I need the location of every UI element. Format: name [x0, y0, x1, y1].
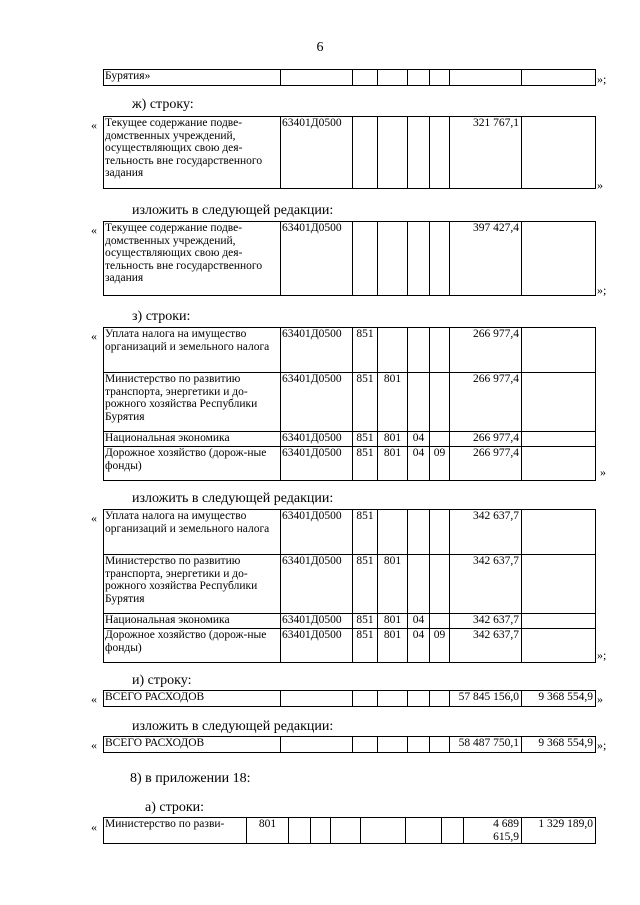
cell-c3 [408, 373, 430, 432]
cell-name: Национальная экономика [104, 432, 281, 447]
cell-name: Уплата налога на имущество организаций и земельного налога [104, 510, 281, 555]
cell-c2: 801 [378, 447, 408, 481]
cell-c2: 801 [378, 555, 408, 614]
heading-g: ж) строку: [132, 97, 194, 112]
cell-code: 63401Д0500 [281, 614, 353, 629]
open-quote: « [91, 738, 97, 752]
cell-sum: 321 767,1 [450, 117, 522, 189]
table-z-new [103, 509, 596, 663]
cell-sum2: 1 329 189,0 [522, 818, 596, 844]
page-number: 6 [316, 40, 324, 55]
cell-c4 [430, 373, 450, 432]
close-quote: »; [597, 648, 607, 662]
cell-empty [522, 555, 596, 614]
cell-c3: 04 [408, 629, 430, 663]
table-row [104, 373, 596, 432]
close-quote: »; [597, 72, 607, 86]
cell-name: Текущее содержание подве-домственных учреждений, осуществляющих свою дея-тельность вне государственного задания [104, 222, 281, 296]
cell-c2 [378, 328, 408, 373]
cell-empty [522, 373, 596, 432]
cell-c3 [408, 510, 430, 555]
table-row [104, 432, 596, 447]
cell-code: 63401Д0500 [281, 447, 353, 481]
cell-empty [522, 432, 596, 447]
cell-sum1: 57 845 156,0 [450, 691, 522, 707]
cell-c4: 09 [430, 447, 450, 481]
cell-name: ВСЕГО РАСХОДОВ [104, 737, 281, 753]
cell-code: 63401Д0500 [281, 328, 353, 373]
cell-c1: 851 [353, 629, 378, 663]
cell-empty [522, 510, 596, 555]
cell-c4 [430, 328, 450, 373]
cell-sum1: 4 689 615,9 [464, 818, 522, 844]
table-i-new [103, 736, 596, 753]
table-row [104, 447, 596, 481]
table-top-row [103, 69, 596, 86]
cell-name: Бурятия» [104, 70, 281, 86]
heading-p8a: а) строки: [145, 800, 205, 815]
cell-code: 63401Д0500 [281, 510, 353, 555]
cell-sum: 342 637,7 [450, 510, 522, 555]
cell-c4 [430, 432, 450, 447]
cell-code: 63401Д0500 [281, 373, 353, 432]
cell-name: Министерство по развитию транспорта, энергетики и до-рожного хозяйства Республики Бурятия [104, 555, 281, 614]
table-row [104, 555, 596, 614]
close-quote: » [597, 178, 603, 192]
cell-name: Дорожное хозяйство (дорож-ные фонды) [104, 629, 281, 663]
close-quote: » [597, 692, 603, 706]
table-row [104, 328, 596, 373]
cell-code: 63401Д0500 [281, 629, 353, 663]
cell-sum: 397 427,4 [450, 222, 522, 296]
cell-sum: 342 637,7 [450, 629, 522, 663]
cell-empty [522, 447, 596, 481]
cell-c1: 851 [353, 432, 378, 447]
cell-c4: 09 [430, 629, 450, 663]
cell-c2: 801 [378, 629, 408, 663]
cell-name: Министерство по разви- [104, 818, 247, 844]
new-heading-i: изложить в следующей редакции: [132, 719, 334, 734]
table-p8a [103, 817, 596, 844]
cell-code: 63401Д0500 [281, 117, 353, 189]
cell-c1: 851 [353, 510, 378, 555]
cell-code: 801 [247, 818, 289, 844]
heading-i: и) строку: [132, 673, 192, 688]
open-quote: « [91, 820, 97, 834]
open-quote: « [91, 511, 97, 525]
new-heading-g: изложить в следующей редакции: [132, 203, 334, 218]
cell-c2 [378, 510, 408, 555]
open-quote: « [91, 692, 97, 706]
cell-name: Уплата налога на имущество организаций и земельного налога [104, 328, 281, 373]
close-quote: »; [597, 738, 607, 752]
close-quote: » [600, 465, 606, 479]
table-row [104, 614, 596, 629]
cell-sum: 342 637,7 [450, 555, 522, 614]
table-row [104, 629, 596, 663]
cell-c2: 801 [378, 614, 408, 629]
table-g-old [103, 116, 596, 189]
cell-name: Министерство по развитию транспорта, энергетики и до-рожного хозяйства Республики Бурятия [104, 373, 281, 432]
cell-empty [522, 328, 596, 373]
cell-sum: 266 977,4 [450, 432, 522, 447]
cell-c1: 851 [353, 614, 378, 629]
cell-c1: 851 [353, 373, 378, 432]
open-quote: « [91, 118, 97, 132]
table-row [104, 510, 596, 555]
cell-c2: 801 [378, 373, 408, 432]
cell-sum: 266 977,4 [450, 447, 522, 481]
cell-name: Национальная экономика [104, 614, 281, 629]
cell-sum1: 58 487 750,1 [450, 737, 522, 753]
cell-sum2: 9 368 554,9 [522, 691, 596, 707]
cell-c1: 851 [353, 555, 378, 614]
cell-empty [522, 614, 596, 629]
cell-sum: 342 637,7 [450, 614, 522, 629]
cell-code: 63401Д0500 [281, 432, 353, 447]
table-i-old [103, 690, 596, 707]
cell-c2: 801 [378, 432, 408, 447]
table-g-new [103, 221, 596, 296]
cell-code: 63401Д0500 [281, 555, 353, 614]
new-heading-z: изложить в следующей редакции: [132, 491, 334, 506]
cell-c4 [430, 510, 450, 555]
cell-sum: 266 977,4 [450, 373, 522, 432]
cell-c3 [408, 328, 430, 373]
cell-c1: 851 [353, 447, 378, 481]
open-quote: « [91, 329, 97, 343]
cell-c4 [430, 614, 450, 629]
cell-empty [522, 629, 596, 663]
heading-p8: 8) в приложении 18: [130, 771, 251, 786]
cell-name: ВСЕГО РАСХОДОВ [104, 691, 281, 707]
cell-sum2: 9 368 554,9 [522, 737, 596, 753]
cell-name: Текущее содержание подве-домственных учреждений, осуществляющих свою дея-тельность вне государственного задания [104, 117, 281, 189]
cell-sum: 266 977,4 [450, 328, 522, 373]
close-quote: »; [597, 283, 607, 297]
heading-z: з) строки: [132, 309, 191, 324]
open-quote: « [91, 223, 97, 237]
cell-name: Дорожное хозяйство (дорож-ные фонды) [104, 447, 281, 481]
cell-c3: 04 [408, 447, 430, 481]
table-z-old [103, 327, 596, 481]
cell-c4 [430, 555, 450, 614]
cell-c3: 04 [408, 614, 430, 629]
cell-c3: 04 [408, 432, 430, 447]
cell-code: 63401Д0500 [281, 222, 353, 296]
cell-c1: 851 [353, 328, 378, 373]
cell-c3 [408, 555, 430, 614]
